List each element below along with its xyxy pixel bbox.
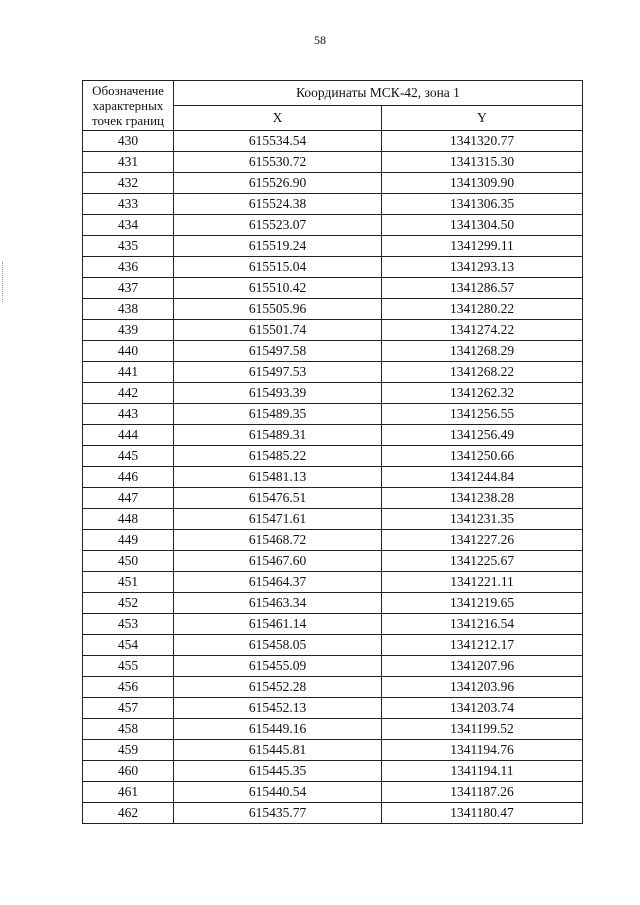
x-coordinate-cell: 615497.58: [174, 341, 382, 362]
table-body: [83, 131, 583, 824]
designation-header: Обозначение характерных точек границ: [83, 81, 174, 131]
table-row: [83, 803, 583, 824]
y-coordinate-cell: 1341280.22: [382, 299, 583, 320]
x-coordinate-cell: 615449.16: [174, 719, 382, 740]
y-coordinate-cell: 1341244.84: [382, 467, 583, 488]
y-coordinate-cell: 1341256.55: [382, 404, 583, 425]
table-row: [83, 152, 583, 173]
y-coordinate-cell: 1341268.29: [382, 341, 583, 362]
y-coordinate-cell: 1341293.13: [382, 257, 583, 278]
table-row: [83, 257, 583, 278]
y-coordinate-cell: 1341268.22: [382, 362, 583, 383]
table-row: [83, 719, 583, 740]
y-coordinate-cell: 1341256.49: [382, 425, 583, 446]
point-cell: 457: [83, 698, 174, 719]
point-cell: 452: [83, 593, 174, 614]
point-cell: 460: [83, 761, 174, 782]
x-coordinate-cell: 615519.24: [174, 236, 382, 257]
x-coordinate-cell: 615524.38: [174, 194, 382, 215]
x-coordinate-cell: 615476.51: [174, 488, 382, 509]
x-coordinate-cell: 615452.28: [174, 677, 382, 698]
x-coordinate-cell: 615467.60: [174, 551, 382, 572]
point-cell: 448: [83, 509, 174, 530]
x-coordinate-cell: 615489.35: [174, 404, 382, 425]
point-cell: 445: [83, 446, 174, 467]
x-coordinate-cell: 615458.05: [174, 635, 382, 656]
y-coordinate-cell: 1341231.35: [382, 509, 583, 530]
point-cell: 438: [83, 299, 174, 320]
y-coordinate-cell: 1341309.90: [382, 173, 583, 194]
page-number: 58: [314, 33, 326, 47]
point-cell: 430: [83, 131, 174, 152]
x-coordinate-cell: 615440.54: [174, 782, 382, 803]
y-coordinate-cell: 1341315.30: [382, 152, 583, 173]
table-row: [83, 530, 583, 551]
table-row: [83, 656, 583, 677]
point-cell: 443: [83, 404, 174, 425]
point-cell: 435: [83, 236, 174, 257]
y-coordinate-cell: 1341262.32: [382, 383, 583, 404]
x-coordinate-cell: 615461.14: [174, 614, 382, 635]
point-cell: 451: [83, 572, 174, 593]
x-coordinate-cell: 615445.35: [174, 761, 382, 782]
x-coordinate-cell: 615445.81: [174, 740, 382, 761]
x-coordinate-cell: 615505.96: [174, 299, 382, 320]
x-coordinate-cell: 615489.31: [174, 425, 382, 446]
y-coordinate-cell: 1341194.76: [382, 740, 583, 761]
x-coordinate-cell: 615510.42: [174, 278, 382, 299]
table-row: [83, 236, 583, 257]
point-cell: 431: [83, 152, 174, 173]
x-coordinate-cell: 615534.54: [174, 131, 382, 152]
y-coordinate-cell: 1341306.35: [382, 194, 583, 215]
point-cell: 440: [83, 341, 174, 362]
x-header: X: [174, 106, 382, 131]
table-row: [83, 740, 583, 761]
point-cell: 454: [83, 635, 174, 656]
point-cell: 434: [83, 215, 174, 236]
table-row: [83, 320, 583, 341]
y-coordinate-cell: 1341207.96: [382, 656, 583, 677]
table-row: [83, 215, 583, 236]
point-cell: 446: [83, 467, 174, 488]
y-coordinate-cell: 1341203.96: [382, 677, 583, 698]
table-row: [83, 782, 583, 803]
x-coordinate-cell: 615485.22: [174, 446, 382, 467]
point-cell: 450: [83, 551, 174, 572]
point-cell: 436: [83, 257, 174, 278]
x-coordinate-cell: 615530.72: [174, 152, 382, 173]
table-row: [83, 341, 583, 362]
table-row: [83, 488, 583, 509]
x-coordinate-cell: 615515.04: [174, 257, 382, 278]
header-row-1: [83, 81, 583, 106]
y-coordinate-cell: 1341221.11: [382, 572, 583, 593]
point-cell: 456: [83, 677, 174, 698]
x-coordinate-cell: 615471.61: [174, 509, 382, 530]
table-row: [83, 362, 583, 383]
table-row: [83, 425, 583, 446]
y-coordinate-cell: 1341274.22: [382, 320, 583, 341]
y-coordinate-cell: 1341199.52: [382, 719, 583, 740]
y-coordinate-cell: 1341227.26: [382, 530, 583, 551]
point-cell: 437: [83, 278, 174, 299]
y-coordinate-cell: 1341304.50: [382, 215, 583, 236]
point-cell: 449: [83, 530, 174, 551]
x-coordinate-cell: 615435.77: [174, 803, 382, 824]
y-coordinate-cell: 1341299.11: [382, 236, 583, 257]
y-coordinate-cell: 1341286.57: [382, 278, 583, 299]
x-coordinate-cell: 615468.72: [174, 530, 382, 551]
x-coordinate-cell: 615455.09: [174, 656, 382, 677]
table-row: [83, 509, 583, 530]
point-cell: 432: [83, 173, 174, 194]
point-cell: 461: [83, 782, 174, 803]
point-cell: 441: [83, 362, 174, 383]
x-coordinate-cell: 615523.07: [174, 215, 382, 236]
table-row: [83, 194, 583, 215]
table-row: [83, 446, 583, 467]
point-cell: 442: [83, 383, 174, 404]
table-row: [83, 383, 583, 404]
table-row: [83, 635, 583, 656]
y-header: Y: [382, 106, 583, 131]
table-row: [83, 299, 583, 320]
table-row: [83, 404, 583, 425]
y-coordinate-cell: 1341187.26: [382, 782, 583, 803]
x-coordinate-cell: 615481.13: [174, 467, 382, 488]
x-coordinate-cell: 615497.53: [174, 362, 382, 383]
x-coordinate-cell: 615452.13: [174, 698, 382, 719]
table-row: [83, 698, 583, 719]
y-coordinate-cell: 1341203.74: [382, 698, 583, 719]
y-coordinate-cell: 1341194.11: [382, 761, 583, 782]
x-coordinate-cell: 615526.90: [174, 173, 382, 194]
table-row: [83, 677, 583, 698]
table-row: [83, 551, 583, 572]
point-cell: 455: [83, 656, 174, 677]
x-coordinate-cell: 615463.34: [174, 593, 382, 614]
point-cell: 459: [83, 740, 174, 761]
table-row: [83, 173, 583, 194]
y-coordinate-cell: 1341216.54: [382, 614, 583, 635]
y-coordinate-cell: 1341238.28: [382, 488, 583, 509]
table-row: [83, 467, 583, 488]
point-cell: 453: [83, 614, 174, 635]
x-coordinate-cell: 615464.37: [174, 572, 382, 593]
point-cell: 458: [83, 719, 174, 740]
y-coordinate-cell: 1341225.67: [382, 551, 583, 572]
table-header: [83, 81, 583, 131]
coordinates-header: Координаты МСК-42, зона 1: [174, 81, 583, 106]
point-cell: 447: [83, 488, 174, 509]
table-row: [83, 278, 583, 299]
binding-margin-marks: [2, 262, 5, 302]
point-cell: 439: [83, 320, 174, 341]
y-coordinate-cell: 1341219.65: [382, 593, 583, 614]
point-cell: 462: [83, 803, 174, 824]
table-row: [83, 572, 583, 593]
table-row: [83, 131, 583, 152]
y-coordinate-cell: 1341212.17: [382, 635, 583, 656]
table-row: [83, 614, 583, 635]
x-coordinate-cell: 615501.74: [174, 320, 382, 341]
table-row: [83, 593, 583, 614]
point-cell: 444: [83, 425, 174, 446]
y-coordinate-cell: 1341250.66: [382, 446, 583, 467]
x-coordinate-cell: 615493.39: [174, 383, 382, 404]
table-row: [83, 761, 583, 782]
y-coordinate-cell: 1341320.77: [382, 131, 583, 152]
y-coordinate-cell: 1341180.47: [382, 803, 583, 824]
point-cell: 433: [83, 194, 174, 215]
coordinates-table: [82, 80, 583, 824]
